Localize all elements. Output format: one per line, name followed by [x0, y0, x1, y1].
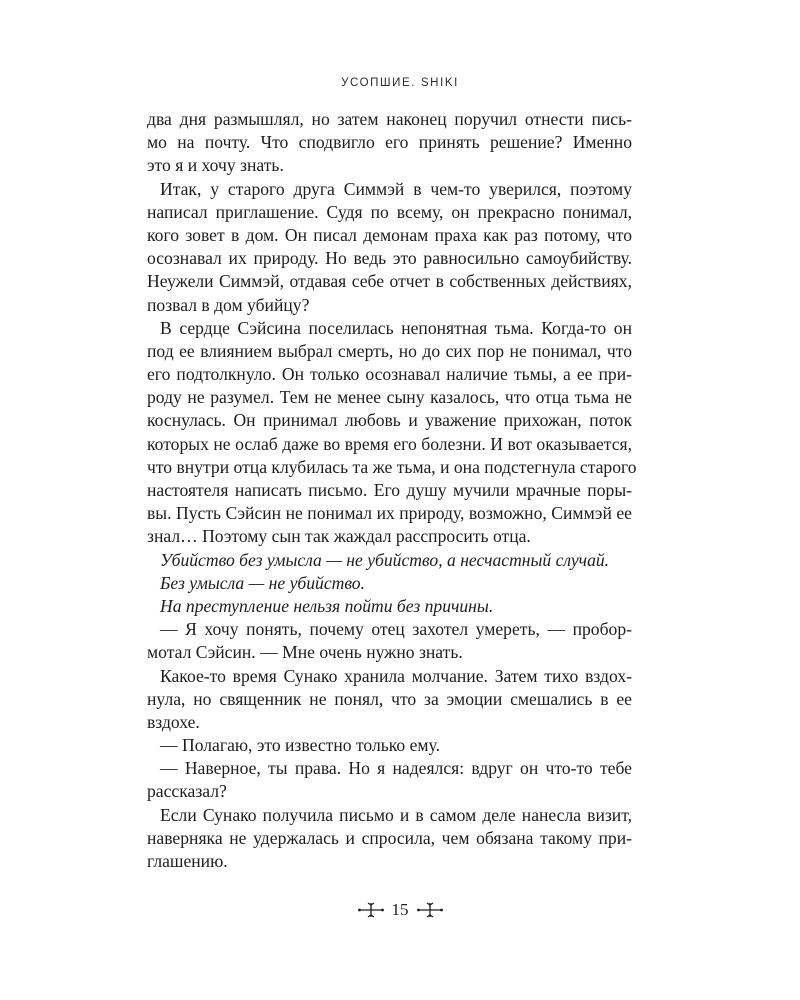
- text-line: — Я хочу понять, почему отец захотел умереть, — пробор-: [160, 619, 632, 640]
- text-line: Убийство без умысла — не убийство, а несчастный случай.: [160, 549, 610, 570]
- cross-ornament-icon: [358, 902, 384, 918]
- text-line: — Наверное, ты права. Но я надеялся: вдруг он что-то тебе: [160, 758, 632, 779]
- text-line: настоятеля написать письмо. Его душу мучили мрачные поры-: [147, 480, 632, 500]
- text-line: — Полагаю, это известно только ему.: [160, 735, 440, 756]
- text-line: мотал Сэйсин. — Мне очень нужно знать.: [147, 642, 463, 663]
- page-number: 15: [391, 900, 409, 919]
- text-line: кого зовет в дом. Он писал демонам праха как раз потому, что: [147, 224, 632, 245]
- text-line: В сердце Сэйсина поселилась непонятная тьма. Когда-то он: [160, 317, 632, 338]
- text-line: Неужели Симмэй, отдавая себе отчет в собственных действиях,: [147, 271, 632, 292]
- text-line: вы. Пусть Сэйсин не понимал их природу, возможно, Симмэй ее: [147, 503, 632, 524]
- text-line: что внутри отца клубилась та же тьма, и она подстегнула старого: [147, 456, 637, 477]
- cross-ornament-icon: [417, 902, 443, 918]
- body-text: [147, 108, 637, 873]
- text-line: Без умысла — не убийство.: [160, 572, 365, 593]
- text-line: знал… Поэтому сын так жаждал расспросить отца.: [147, 526, 531, 547]
- text-line: это я и хочу знать.: [147, 155, 284, 176]
- text-line: рассказал?: [147, 781, 227, 802]
- text-line: нула, но священник не понял, что за эмоции смешались в ее: [147, 688, 632, 709]
- text-line: осознавал их природу. Но ведь это равносильно самоубийству.: [147, 248, 632, 269]
- text-line: глашению.: [147, 851, 228, 871]
- page-footer: [0, 900, 800, 920]
- running-head: УСОПШИЕ. SHIKI: [341, 77, 459, 89]
- text-line: На преступление нельзя пойти без причины.: [160, 595, 494, 616]
- text-line: под ее влиянием выбрал смерть, но до сих пор не понимал, что: [147, 340, 632, 361]
- text-line: позвал в дом убийцу?: [147, 294, 310, 315]
- text-line: Какое-то время Сунако хранила молчание. Затем тихо вздох-: [160, 665, 632, 686]
- text-line: которых не ослаб даже во время его болезни. И вот оказывается,: [147, 433, 632, 454]
- text-line: вздохе.: [147, 711, 200, 732]
- text-line: Итак, у старого друга Симмэй в чем-то уверился, поэтому: [160, 178, 632, 199]
- text-line: коснулась. Он принимал любовь и уважение прихожан, поток: [147, 410, 632, 431]
- text-line: наверняка не удержалась и спросила, чем обязана такому при-: [147, 827, 632, 848]
- text-line: его подтолкнуло. Он только осознавал наличие тьмы, а ее при-: [147, 364, 632, 385]
- text-line: мо на почту. Что сподвигло его принять решение? Именно: [147, 132, 632, 153]
- text-line: написал приглашение. Судя по всему, он прекрасно понимал,: [147, 201, 632, 222]
- text-line: Если Сунако получила письмо и в самом деле нанесла визит,: [160, 804, 632, 825]
- text-line: два дня размышлял, но затем наконец поручил отнести пись-: [147, 109, 632, 129]
- text-line: роду не разумел. Тем не менее сыну казалось, что отца тьма не: [147, 387, 632, 408]
